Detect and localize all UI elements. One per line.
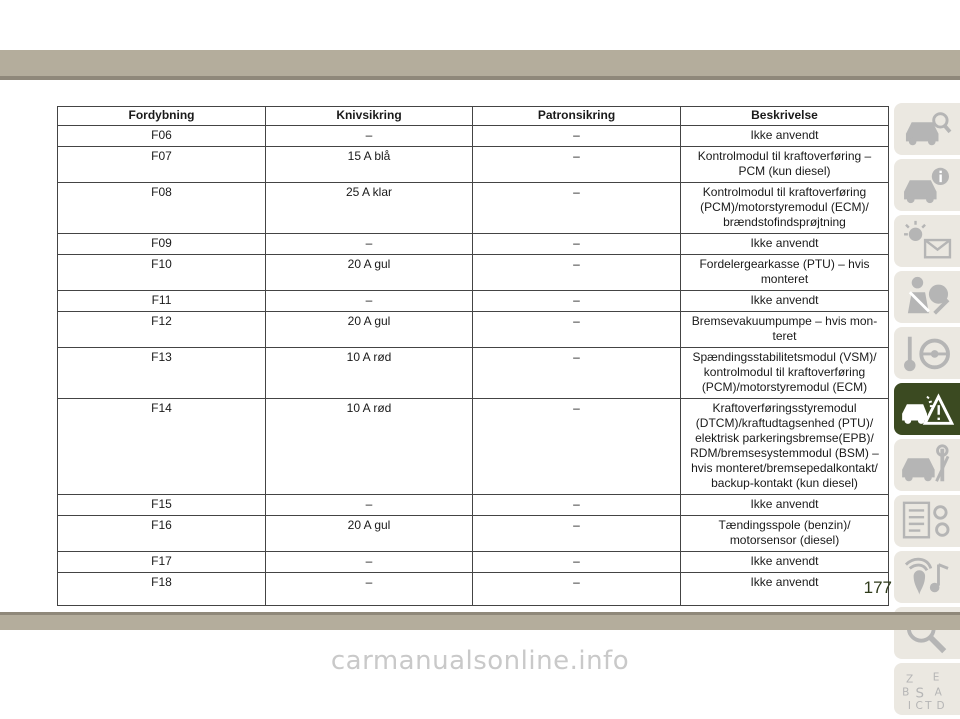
cell-description: Ikke anvendt bbox=[681, 573, 889, 606]
cell-blade-fuse: – bbox=[266, 573, 473, 606]
cell-blade-fuse: 20 A gul bbox=[266, 312, 473, 348]
table-row bbox=[58, 183, 889, 234]
cell-description: Ikke anvendt bbox=[681, 234, 889, 255]
cell-description: Fordelergearkasse (PTU) – hvis monteret bbox=[681, 255, 889, 291]
car-info-icon bbox=[900, 163, 954, 207]
cell-description: Kraftoverføringsstyremodul (DTCM)/kraftudtagsenhed (PTU)/ elektrisk parkeringsbremse(EPB)/ RDM/bremsesystemmodul (BSM) – hvis monteret/bremsepedalkontakt/ backup-kontakt (kun diesel) bbox=[681, 399, 889, 495]
svg-text:D: D bbox=[936, 700, 945, 711]
chapter-tab-1[interactable] bbox=[894, 103, 960, 155]
chapter-tab-9[interactable] bbox=[894, 551, 960, 603]
cell-cartridge-fuse: – bbox=[473, 291, 681, 312]
svg-text:Z: Z bbox=[905, 673, 914, 686]
svg-text:C: C bbox=[915, 700, 923, 711]
table-row bbox=[58, 348, 889, 399]
cell-description: Kontrolmodul til kraftoverføring – PCM (kun diesel) bbox=[681, 147, 889, 183]
cell-cartridge-fuse: – bbox=[473, 234, 681, 255]
cell-cartridge-fuse: – bbox=[473, 183, 681, 234]
cell-blade-fuse: – bbox=[266, 126, 473, 147]
cell-blade-fuse: 20 A gul bbox=[266, 516, 473, 552]
cell-slot: F10 bbox=[58, 255, 266, 291]
cell-cartridge-fuse: – bbox=[473, 495, 681, 516]
fuse-table bbox=[57, 106, 889, 606]
table-row bbox=[58, 255, 889, 291]
cell-blade-fuse: – bbox=[266, 552, 473, 573]
cell-cartridge-fuse: – bbox=[473, 147, 681, 183]
cell-cartridge-fuse: – bbox=[473, 126, 681, 147]
chapter-tab-3[interactable] bbox=[894, 215, 960, 267]
cell-blade-fuse: 20 A gul bbox=[266, 255, 473, 291]
cell-slot: F11 bbox=[58, 291, 266, 312]
car-search-icon bbox=[900, 107, 954, 151]
header-patronsikring: Patronsikring bbox=[473, 107, 681, 126]
seatbelt-airbag-icon bbox=[900, 275, 954, 319]
chapter-tab-6[interactable] bbox=[894, 383, 960, 435]
cell-cartridge-fuse: – bbox=[473, 399, 681, 495]
cell-slot: F14 bbox=[58, 399, 266, 495]
table-row bbox=[58, 234, 889, 255]
svg-text:S: S bbox=[915, 686, 925, 702]
table-row bbox=[58, 516, 889, 552]
cell-blade-fuse: 15 A blå bbox=[266, 147, 473, 183]
svg-text:T: T bbox=[925, 700, 932, 711]
cell-description: Spændingsstabilitetsmodul (VSM)/ kontrolmodul til kraftoverføring (PCM)/motorstyremodul (ECM) bbox=[681, 348, 889, 399]
chapter-tab-7[interactable] bbox=[894, 439, 960, 491]
cell-slot: F16 bbox=[58, 516, 266, 552]
header-fordybning: Fordybning bbox=[58, 107, 266, 126]
chapter-tab-5[interactable] bbox=[894, 327, 960, 379]
cell-blade-fuse: – bbox=[266, 495, 473, 516]
cell-slot: F07 bbox=[58, 147, 266, 183]
chapter-tab-4[interactable] bbox=[894, 271, 960, 323]
table-header-row bbox=[58, 107, 889, 126]
top-decorative-bar bbox=[0, 50, 960, 80]
bottom-decorative-bar bbox=[0, 612, 960, 630]
table-row bbox=[58, 399, 889, 495]
table-row bbox=[58, 312, 889, 348]
navigation-music-icon bbox=[900, 555, 954, 599]
svg-text:E: E bbox=[932, 671, 940, 684]
cell-blade-fuse: 25 A klar bbox=[266, 183, 473, 234]
list-settings-icon bbox=[900, 499, 954, 543]
cell-description: Kontrolmodul til kraftoverføring (PCM)/motorstyremodul (ECM)/ brændstofindsprøjtning bbox=[681, 183, 889, 234]
svg-text:I: I bbox=[907, 700, 911, 711]
table-row bbox=[58, 147, 889, 183]
cell-cartridge-fuse: – bbox=[473, 312, 681, 348]
cell-slot: F18 bbox=[58, 573, 266, 606]
cell-description: Ikke anvendt bbox=[681, 291, 889, 312]
cell-description: Bremsevakuumpumpe – hvis mon- teret bbox=[681, 312, 889, 348]
svg-text:A: A bbox=[934, 686, 942, 699]
chapter-tab-8[interactable] bbox=[894, 495, 960, 547]
car-breakdown-warning-icon bbox=[900, 387, 954, 431]
cell-cartridge-fuse: – bbox=[473, 552, 681, 573]
key-steering-wheel-icon bbox=[900, 331, 954, 375]
cell-cartridge-fuse: – bbox=[473, 573, 681, 606]
car-wrench-icon bbox=[900, 443, 954, 487]
header-knivsikring: Knivsikring bbox=[266, 107, 473, 126]
table-body bbox=[58, 126, 889, 606]
header-beskrivelse: Beskrivelse bbox=[681, 107, 889, 126]
cell-description: Ikke anvendt bbox=[681, 552, 889, 573]
bottom-bar-stripe bbox=[0, 612, 960, 615]
cell-description: Tændingsspole (benzin)/ motorsensor (diesel) bbox=[681, 516, 889, 552]
table-row bbox=[58, 495, 889, 516]
table-row bbox=[58, 291, 889, 312]
cell-blade-fuse: – bbox=[266, 291, 473, 312]
cell-description: Ikke anvendt bbox=[681, 495, 889, 516]
table-row bbox=[58, 573, 889, 606]
svg-text:B: B bbox=[902, 686, 910, 699]
table-row bbox=[58, 552, 889, 573]
warning-lights-message-icon bbox=[900, 219, 954, 263]
chapter-tab-2[interactable] bbox=[894, 159, 960, 211]
cell-slot: F12 bbox=[58, 312, 266, 348]
cell-blade-fuse: – bbox=[266, 234, 473, 255]
cell-cartridge-fuse: – bbox=[473, 516, 681, 552]
cell-slot: F17 bbox=[58, 552, 266, 573]
cell-slot: F15 bbox=[58, 495, 266, 516]
watermark: carmanualsonline.info bbox=[330, 646, 630, 676]
cell-description: Ikke anvendt bbox=[681, 126, 889, 147]
table-row bbox=[58, 126, 889, 147]
cell-slot: F09 bbox=[58, 234, 266, 255]
top-bar-stripe bbox=[0, 76, 960, 80]
cell-blade-fuse: 10 A rød bbox=[266, 348, 473, 399]
cell-blade-fuse: 10 A rød bbox=[266, 399, 473, 495]
cell-slot: F13 bbox=[58, 348, 266, 399]
cell-slot: F08 bbox=[58, 183, 266, 234]
cell-cartridge-fuse: – bbox=[473, 255, 681, 291]
page-number: 177 bbox=[863, 578, 892, 597]
cell-slot: F06 bbox=[58, 126, 266, 147]
cell-cartridge-fuse: – bbox=[473, 348, 681, 399]
